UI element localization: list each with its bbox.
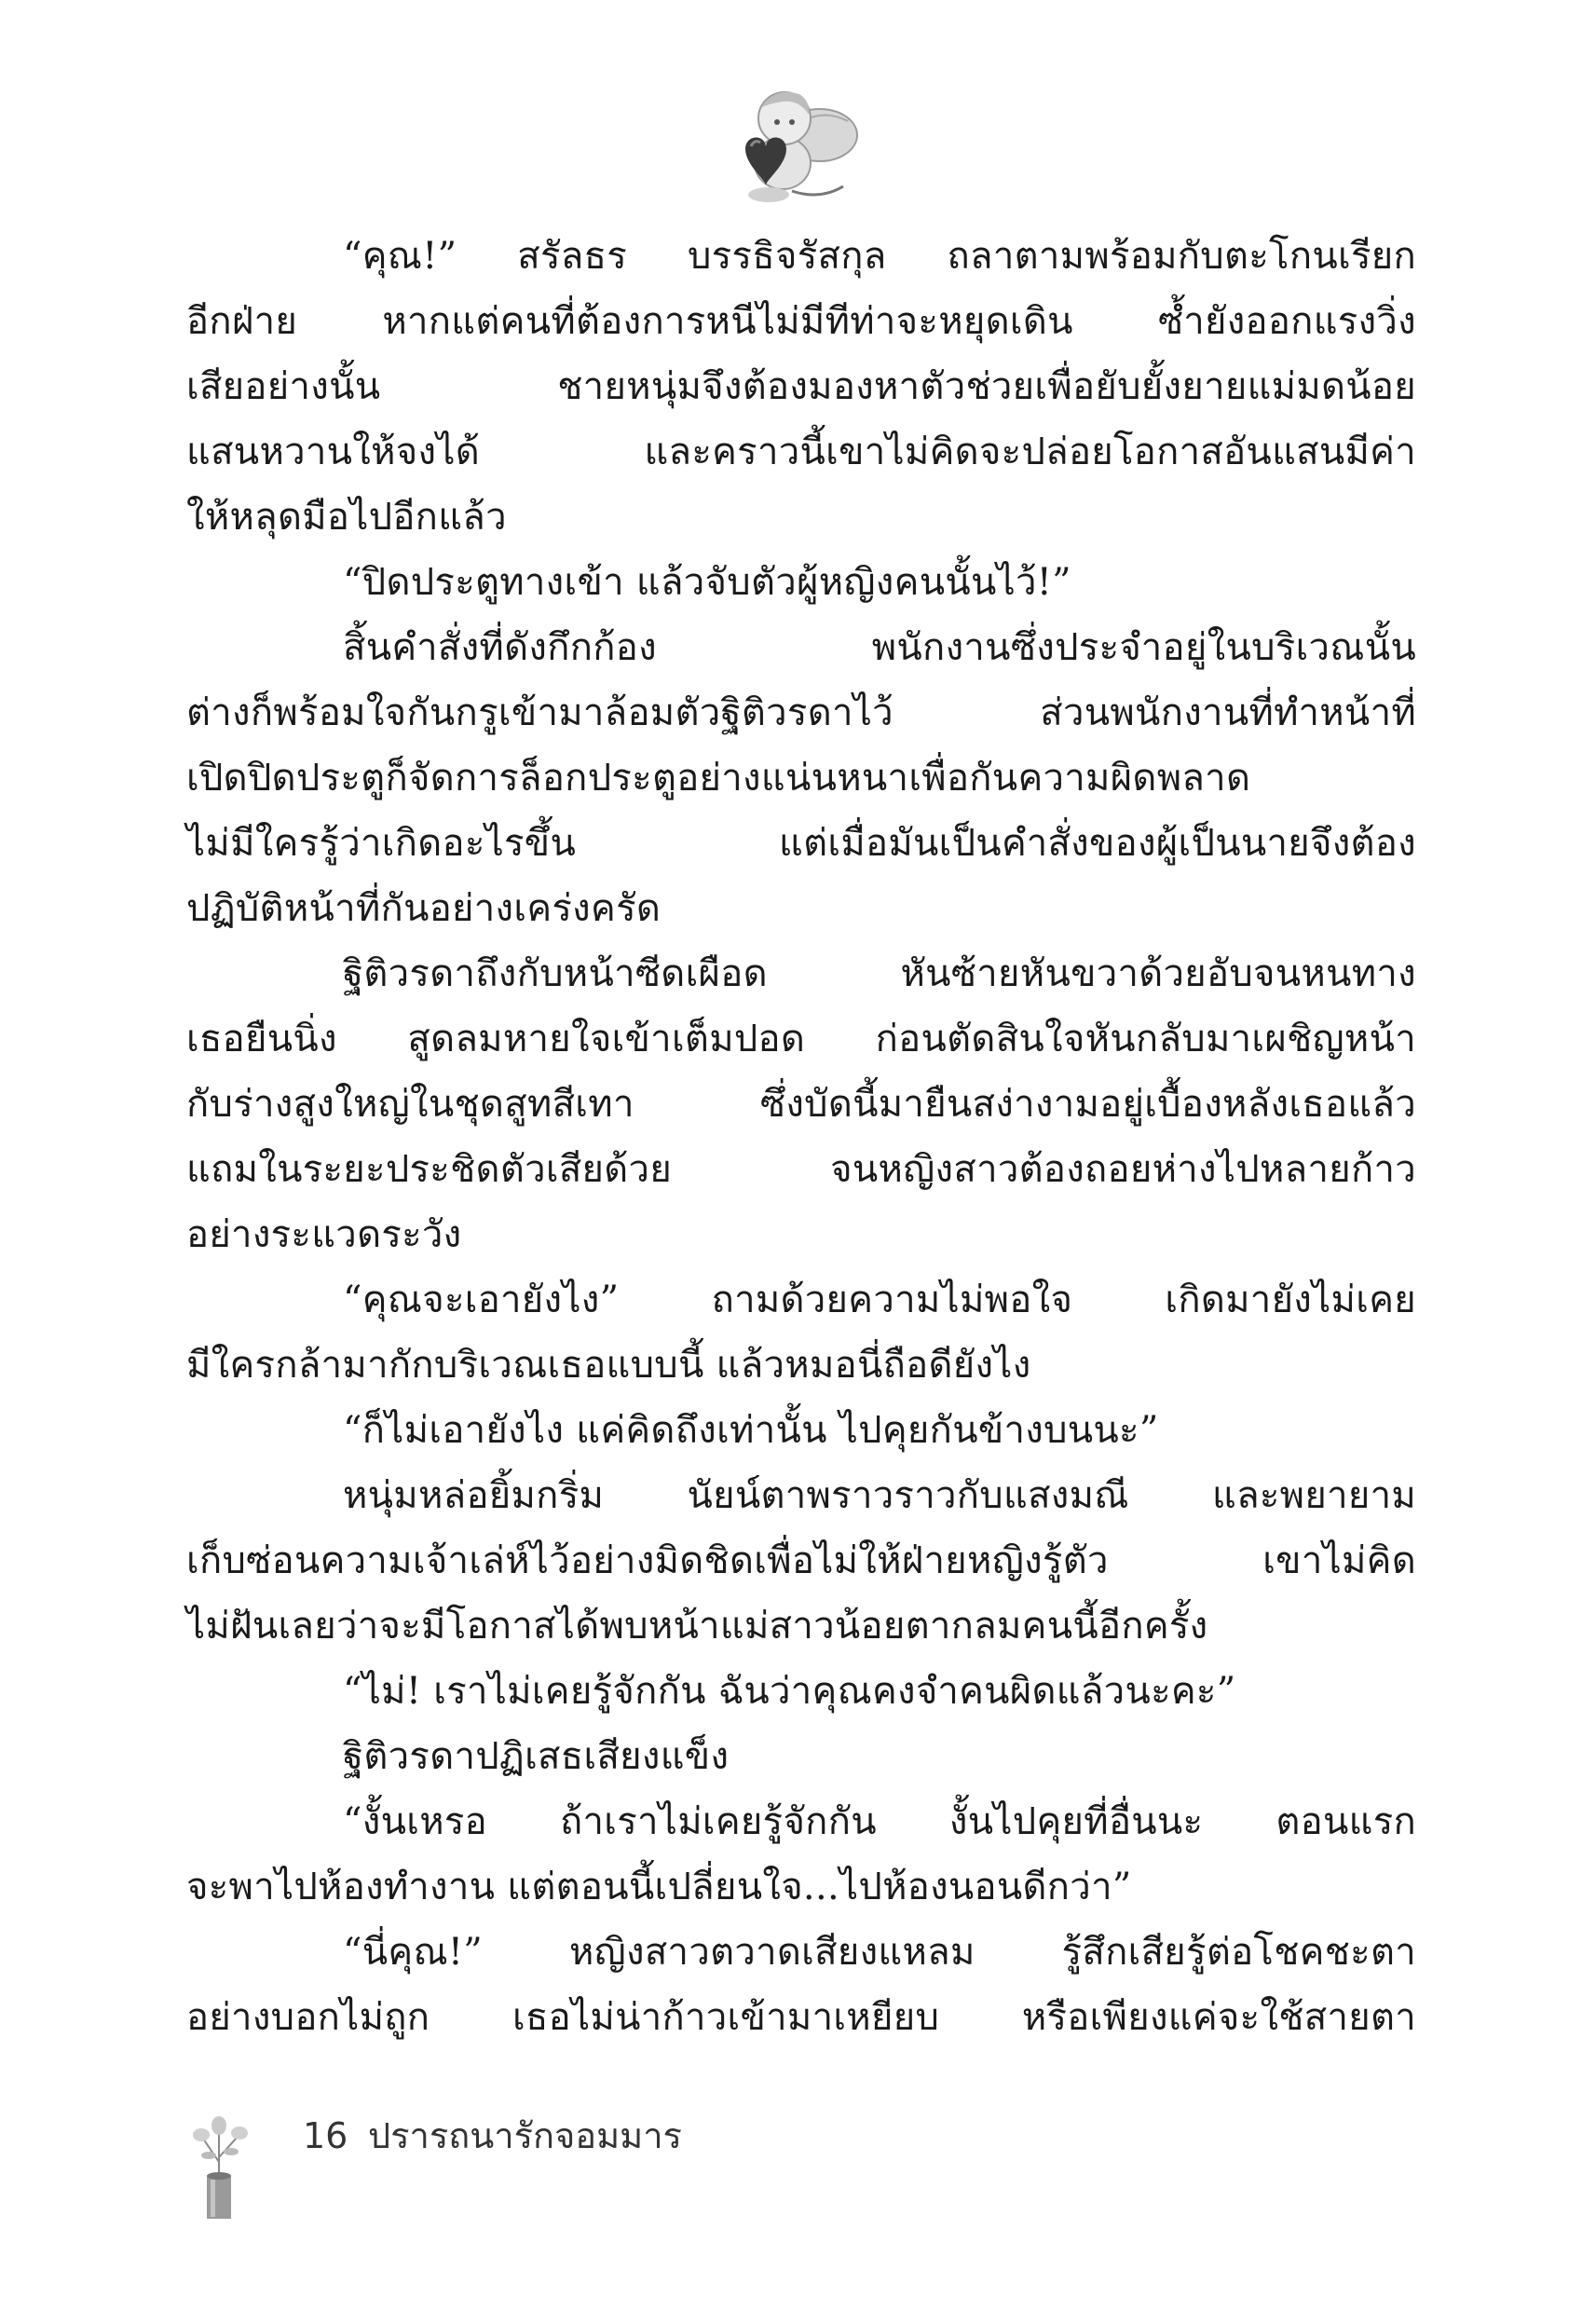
page-number: 16 xyxy=(303,2115,348,2156)
text-line: แสนหวานให้จงได้ และคราวนี้เขาไม่คิดจะปล่อยโอกาสอันแสนมีค่า xyxy=(186,431,1416,473)
text-line: “งั้นเหรอ ถ้าเราไม่เคยรู้จักกัน งั้นไปคุยที่อื่นนะ ตอนแรก xyxy=(343,1800,1416,1843)
text-line: ไม่มีใครรู้ว่าเกิดอะไรขึ้น แต่เมื่อมันเป็นคำสั่งของผู้เป็นนายจึงต้อง xyxy=(186,822,1416,865)
text-line: จะพาไปห้องทำงาน แต่ตอนนี้เปลี่ยนใจ...ไปห้องนอนดีกว่า” xyxy=(186,1866,1132,1908)
text-line: ฐิติวรดาปฏิเสธเสียงแข็ง xyxy=(343,1735,730,1778)
text-line: เปิดปิดประตูก็จัดการล็อกประตูอย่างแน่นหนาเพื่อกันความผิดพลาด xyxy=(186,757,1251,800)
text-line: สิ้นคำสั่งที่ดังกึกก้อง พนักงานซึ่งประจำอยู่ในบริเวณนั้น xyxy=(343,626,1416,669)
text-line: ฐิติวรดาถึงกับหน้าซีดเผือด หันซ้ายหันขวาด้วยอับจนหนทาง xyxy=(343,952,1416,995)
book-title: ปรารถนารักจอมมาร xyxy=(368,2115,682,2156)
text-line: “ปิดประตูทางเข้า แล้วจับตัวผู้หญิงคนนั้นไว้!” xyxy=(343,561,1071,604)
text-line: ต่างก็พร้อมใจกันกรูเข้ามาล้อมตัวฐิติวรดาไว้ ส่วนพนักงานที่ทำหน้าที่ xyxy=(186,691,1416,734)
text-line: ให้หลุดมือไปอีกแล้ว xyxy=(186,496,507,539)
text-line: ไม่ฝันเลยว่าจะมีโอกาสได้พบหน้าแม่สาวน้อยตากลมคนนี้อีกครั้ง xyxy=(186,1605,1208,1648)
text-line: อย่างบอกไม่ถูก เธอไม่น่าก้าวเข้ามาเหยียบ หรือเพียงแค่จะใช้สายตา xyxy=(186,1996,1416,2039)
text-line: มีใครกล้ามากักบริเวณเธอแบบนี้ แล้วหมอนี่ถือดียังไง xyxy=(186,1344,1031,1387)
text-line: อีกฝ่าย หากแต่คนที่ต้องการหนีไม่มีทีท่าจะหยุดเดิน ซ้ำยังออกแรงวิ่ง xyxy=(186,300,1416,343)
text-line: อย่างระแวดระวัง xyxy=(186,1213,462,1256)
text-line: เก็บซ่อนความเจ้าเล่ห์ไว้อย่างมิดชิดเพื่อไม่ให้ฝ่ายหญิงรู้ตัว เขาไม่คิด xyxy=(186,1539,1416,1582)
flower-vase-icon xyxy=(186,2111,252,2222)
cupid-with-heart-icon xyxy=(680,70,866,219)
text-line: หนุ่มหล่อยิ้มกริ่ม นัยน์ตาพราวราวกับแสงมณี และพยายาม xyxy=(343,1474,1416,1517)
text-line: “ไม่! เราไม่เคยรู้จักกัน ฉันว่าคุณคงจำคนผิดแล้วนะคะ” xyxy=(343,1670,1236,1713)
text-line: “คุณ!” สรัลธร บรรธิจรัสกุล ถลาตามพร้อมกับตะโกนเรียก xyxy=(343,235,1416,278)
text-line: กับร่างสูงใหญ่ในชุดสูทสีเทา ซึ่งบัดนี้มายืนสง่างามอยู่เบื้องหลังเธอแล้ว xyxy=(186,1083,1416,1126)
text-line: เสียอย่างนั้น ชายหนุ่มจึงต้องมองหาตัวช่วยเพื่อยับยั้งยายแม่มดน้อย xyxy=(186,365,1416,408)
text-line: เธอยืนนิ่ง สูดลมหายใจเข้าเต็มปอด ก่อนตัดสินใจหันกลับมาเผชิญหน้า xyxy=(186,1018,1416,1060)
text-line: “ก็ไม่เอายังไง แค่คิดถึงเท่านั้น ไปคุยกันข้างบนนะ” xyxy=(343,1409,1159,1452)
text-line: แถมในระยะประชิดตัวเสียด้วย จนหญิงสาวต้องถอยห่างไปหลายก้าว xyxy=(186,1148,1416,1191)
text-line: “นี่คุณ!” หญิงสาวตวาดเสียงแหลม รู้สึกเสียรู้ต่อโชคชะตา xyxy=(343,1931,1416,1974)
text-line: ปฏิบัติหน้าที่กันอย่างเคร่งครัด xyxy=(186,887,662,930)
text-line: “คุณจะเอายังไง” ถามด้วยความไม่พอใจ เกิดมายังไม่เคย xyxy=(343,1279,1416,1321)
